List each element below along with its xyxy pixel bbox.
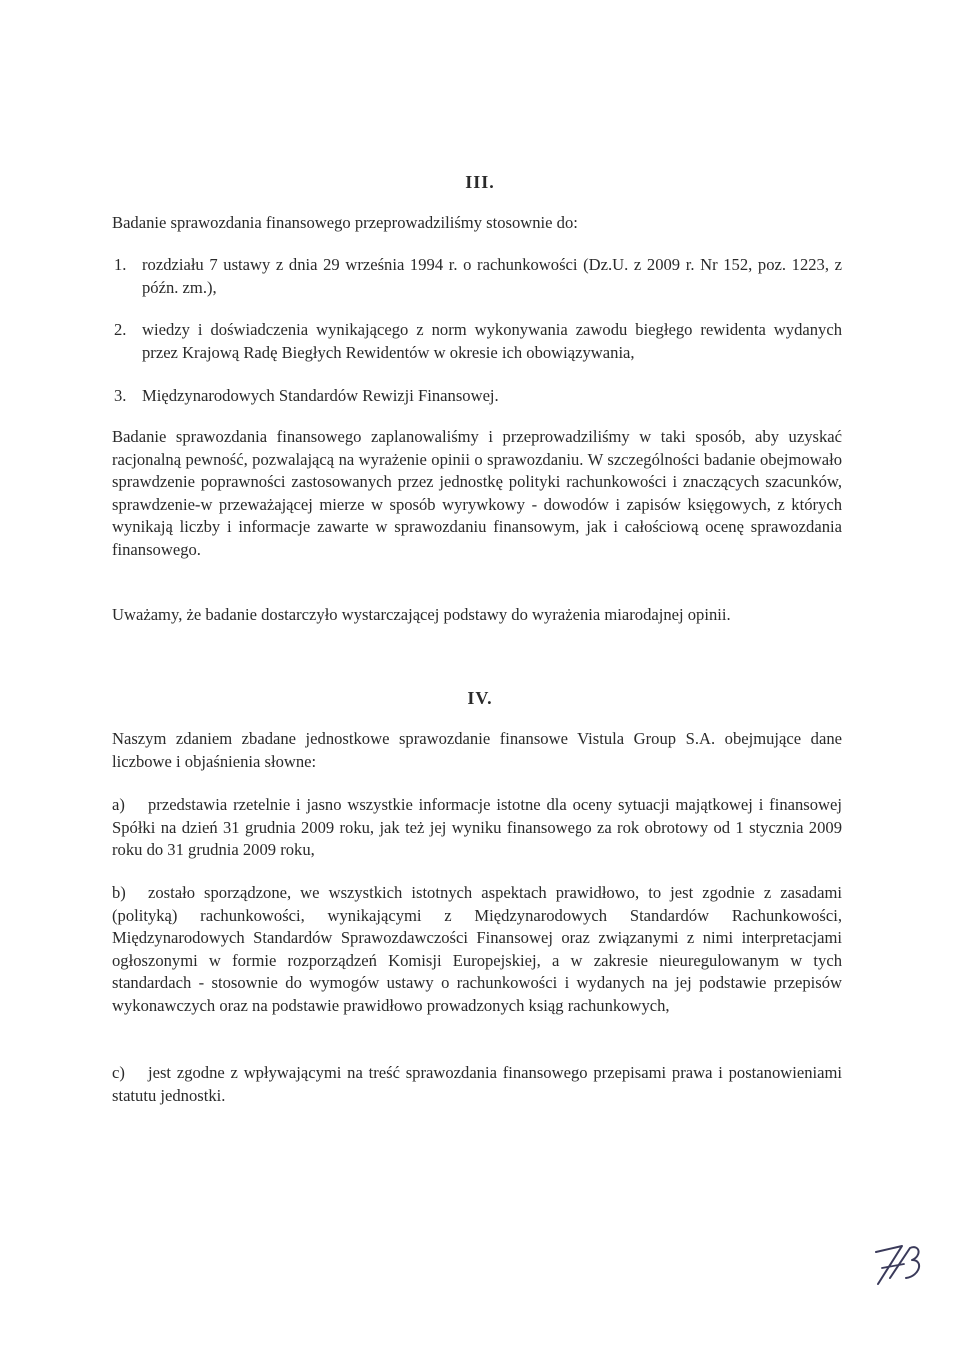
list-item-number: 1. [114, 255, 127, 274]
audit-scope-paragraph: Badanie sprawozdania finansowego zaplanowaliśmy i przeprowadziliśmy w taki sposób, aby uzyskać racjonalną pewność, pozwalającą na wyrażenie opinii o sprawozdaniu. W szczególności badanie obejmowało sprawdzenie poprawności zastosowanych przez jednostkę polityki rachunkowości i znaczących szacunków, sprawdzenie-w przeważającej mierze w sposób wyrywkowy - dowodów i zapisów księgowych, z których wynikają liczby i informacje zawarte w sprawozdaniu finansowym, jak i całościową ocenę sprawozdania finansowego. [112, 427, 842, 559]
list-item-number: 2. [114, 320, 127, 339]
section-heading-iii: III. [465, 172, 495, 192]
section-iv-intro: Naszym zdaniem zbadane jednostkowe sprawozdanie finansowe Vistula Group S.A. obejmujące dane liczbowe i objaśnienia słowne: [112, 729, 842, 771]
list-item-number: 3. [114, 386, 127, 405]
opinion-item-text: przedstawia rzetelnie i jasno wszystkie informacje istotne dla oceny sytuacji majątkowej i finansowej Spółki na dzień 31 grudnia 2009 roku, jak też jej wyniku finansowego za rok obrotowy od 1 stycznia 2009 roku do 31 grudnia 2009 roku, [112, 795, 842, 859]
list-item-text: wiedzy i doświadczenia wynikającego z norm wykonywania zawodu biegłego rewidenta wydanych przez Krajową Radę Biegłych Rewidentów w okresie ich obowiązywania, [142, 320, 842, 362]
opinion-item-text: jest zgodne z wpływającymi na treść sprawozdania finansowego przepisami prawa i postanowieniami statutu jednostki. [112, 1063, 842, 1105]
initials-signature [868, 1238, 928, 1288]
list-item-text: Międzynarodowych Standardów Rewizji Finansowej. [142, 386, 499, 405]
opinion-item-letter: b) [112, 883, 126, 902]
section-heading-iv: IV. [467, 688, 493, 708]
opinion-item-letter: c) [112, 1063, 125, 1082]
opinion-item-letter: a) [112, 795, 125, 814]
list-item-text: rozdziału 7 ustawy z dnia 29 września 1994 r. o rachunkowości (Dz.U. z 2009 r. Nr 152, poz. 1223, z późn. zm.), [142, 255, 842, 297]
basis-paragraph: Uważamy, że badanie dostarczyło wystarczającej podstawy do wyrażenia miarodajnej opinii. [112, 605, 731, 624]
section-iii-intro: Badanie sprawozdania finansowego przeprowadziliśmy stosownie do: [112, 213, 578, 232]
opinion-item-text: zostało sporządzone, we wszystkich istotnych aspektach prawidłowo, to jest zgodnie z zasadami (polityką) rachunkowości, wynikającymi z Międzynarodowych Standardów Rachunkowości, Międzynarodowych Standardów Sprawozdawczości Finansowej oraz związanymi z nimi interpretacjami ogłoszonymi w formie rozporządzeń Komisji Europejskiej, a w zakresie nieuregulowanym w tych standardach - stosownie do wymogów ustawy o rachunkowości i wydanych na jej podstawie przepisów wykonawczych oraz na podstawie prawidłowo prowadzonych ksiąg rachunkowych, [112, 883, 842, 1015]
